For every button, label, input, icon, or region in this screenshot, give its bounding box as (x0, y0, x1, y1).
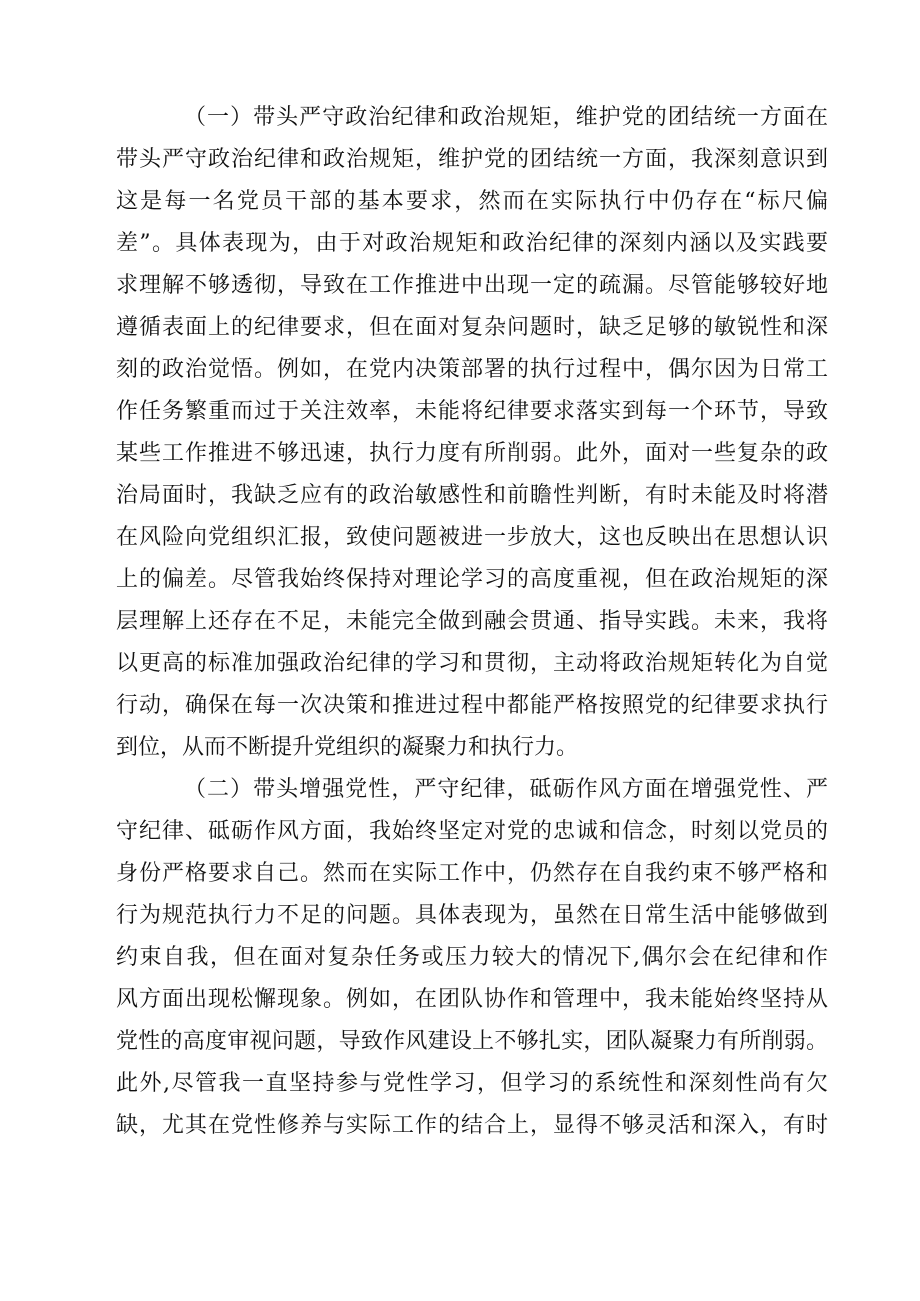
paragraph-2-line-7: 党性的高度审视问题，导致作风建设上不够扎实，团队凝聚力有所削弱。 (116, 1029, 828, 1054)
paragraph-1-line-3: 这是每一名党员干部的基本要求，然而在实际执行中仍存在“标尺偏 (116, 189, 828, 214)
paragraph-1-line-13: 层理解上还存在不足，未能完全做到融会贯通、指导实践。未来，我将 (116, 609, 828, 634)
paragraph-2-line-9: 缺，尤其在党性修养与实际工作的结合上，显得不够灵活和深入，有时 (116, 1113, 828, 1138)
paragraph-1-line-8: 作任务繁重而过于关注效率，未能将纪律要求落实到每一个环节，导致 (116, 399, 828, 424)
paragraph-1-line-7: 刻的政治觉悟。例如，在党内决策部署的执行过程中，偶尔因为日常工 (116, 357, 828, 382)
paragraph-1-line-6: 遵循表面上的纪律要求，但在面对复杂问题时，缺乏足够的敏锐性和深 (116, 315, 828, 340)
paragraph-1-line-2: 带头严守政治纪律和政治规矩，维护党的团结统一方面，我深刻意识到 (116, 147, 828, 172)
paragraph-1-line-1: （一）带头严守政治纪律和政治规矩，维护党的团结统一方面在 (184, 105, 828, 130)
paragraph-2-line-1: （二）带头增强党性，严守纪律，砥砺作风方面在增强党性、严 (184, 777, 828, 802)
paragraph-2-line-4: 行为规范执行力不足的问题。具体表现为，虽然在日常生活中能够做到 (116, 903, 828, 928)
paragraph-2-line-2: 守纪律、砥砺作风方面，我始终坚定对党的忠诚和信念，时刻以党员的 (116, 819, 828, 844)
paragraph-1-line-5: 求理解不够透彻，导致在工作推进中出现一定的疏漏。尽管能够较好地 (116, 273, 828, 298)
paragraph-1-line-16: 到位，从而不断提升党组织的凝聚力和执行力。 (116, 735, 579, 760)
paragraph-2-line-3: 身份严格要求自己。然而在实际工作中，仍然存在自我约束不够严格和 (116, 861, 828, 886)
paragraph-1-line-4: 差”。具体表现为，由于对政治规矩和政治纪律的深刻内涵以及实践要 (116, 231, 828, 256)
paragraph-2-line-6: 风方面出现松懈现象。例如，在团队协作和管理中，我未能始终坚持从 (116, 987, 828, 1012)
paragraph-2-line-8: 此外,尽管我一直坚持参与党性学习，但学习的系统性和深刻性尚有欠 (116, 1071, 828, 1096)
paragraph-1-line-9: 某些工作推进不够迅速，执行力度有所削弱。此外，面对一些复杂的政 (116, 441, 828, 466)
paragraph-1-line-15: 行动，确保在每一次决策和推进过程中都能严格按照党的纪律要求执行 (116, 693, 828, 718)
paragraph-1-line-11: 在风险向党组织汇报，致使问题被进一步放大，这也反映出在思想认识 (116, 525, 828, 550)
paragraph-1-line-12: 上的偏差。尽管我始终保持对理论学习的高度重视，但在政治规矩的深 (116, 567, 828, 592)
paragraph-1-line-10: 治局面时，我缺乏应有的政治敏感性和前瞻性判断，有时未能及时将潜 (116, 483, 828, 508)
paragraph-2-line-5: 约束自我，但在面对复杂任务或压力较大的情况下,偶尔会在纪律和作 (116, 945, 828, 970)
paragraph-1-line-14: 以更高的标准加强政治纪律的学习和贯彻，主动将政治规矩转化为自觉 (116, 651, 828, 676)
